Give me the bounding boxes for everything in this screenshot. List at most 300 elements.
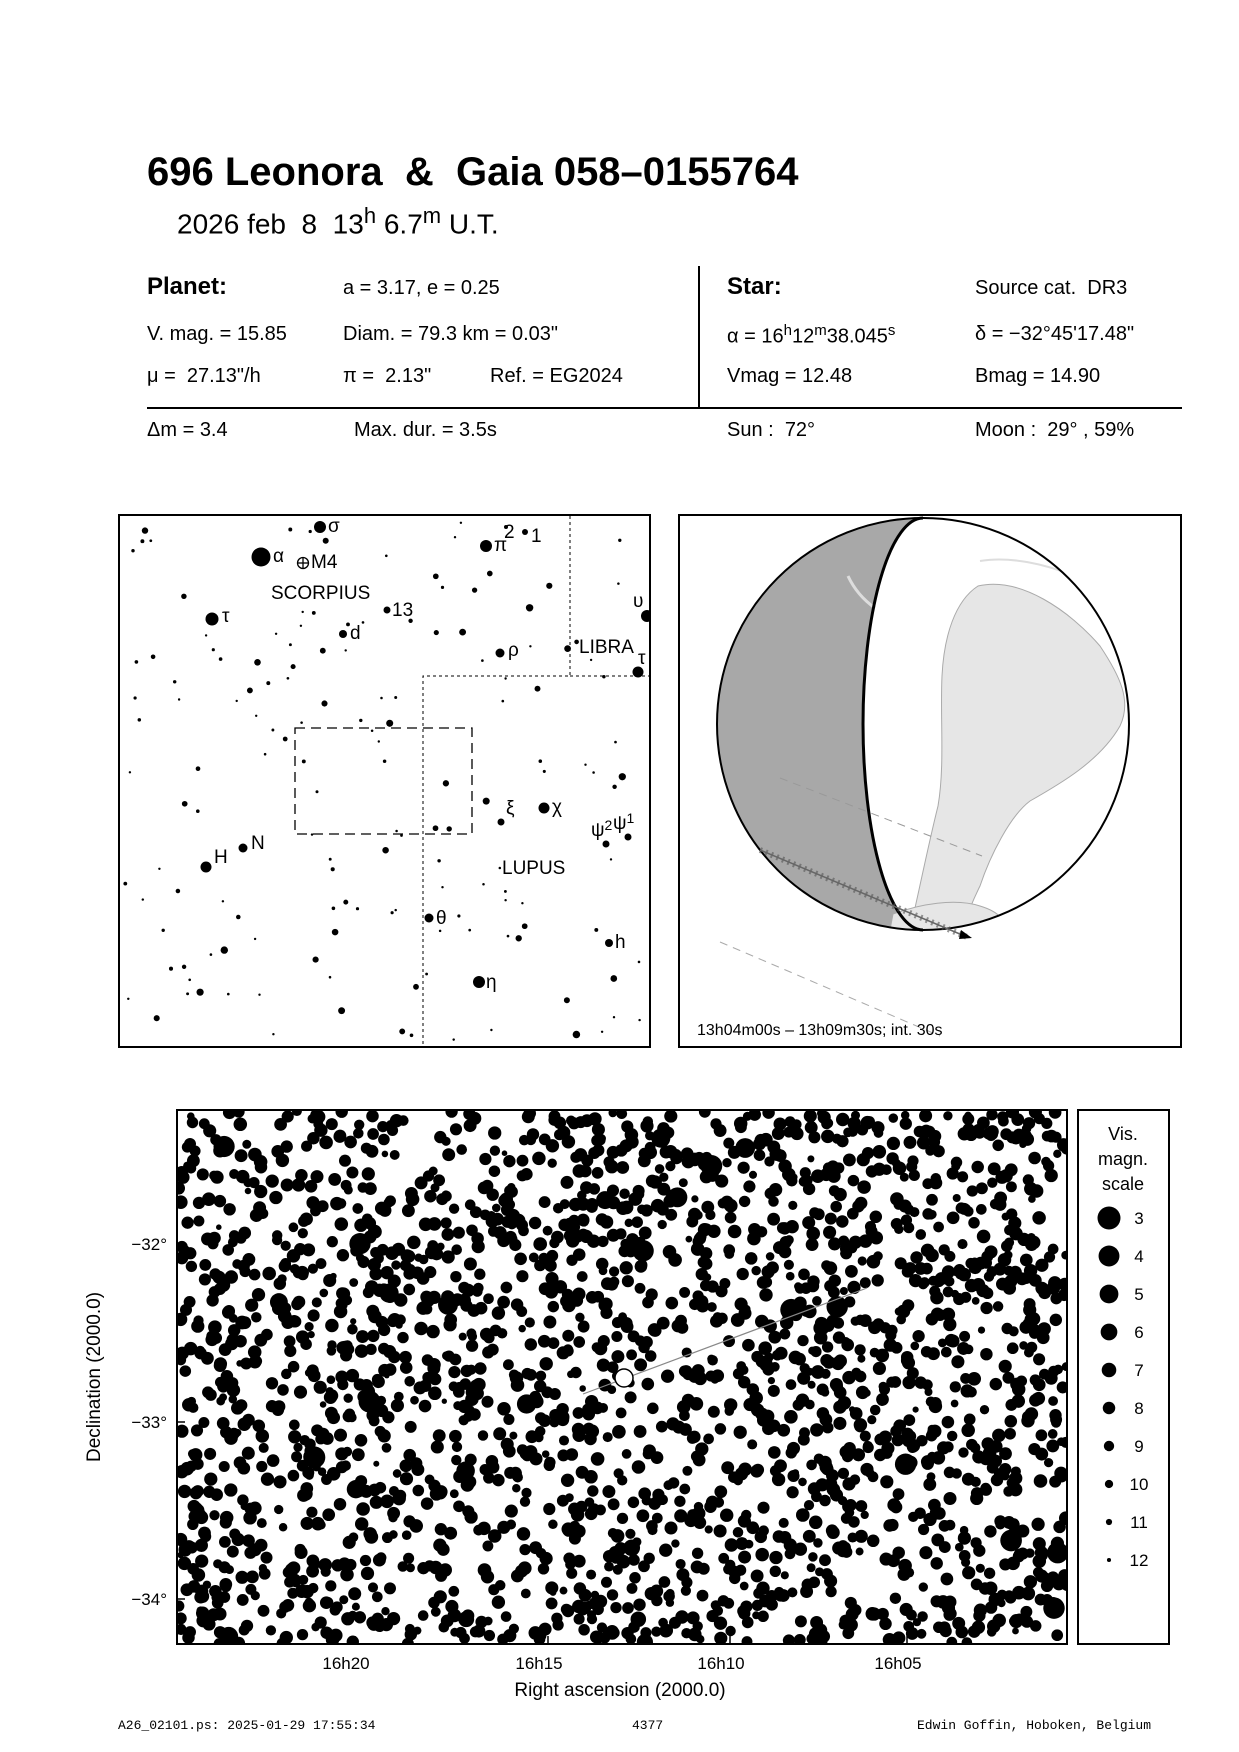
- chart-star: [873, 1251, 883, 1261]
- chart-star: [854, 1421, 866, 1433]
- chart-star: [514, 1252, 527, 1265]
- label-libra: LIBRA: [579, 637, 634, 658]
- chart-star: [681, 1147, 694, 1160]
- chart-star: [703, 1434, 714, 1445]
- label-m4: M4: [311, 552, 338, 573]
- chart-star: [955, 1543, 964, 1552]
- star-heading: Star:: [727, 273, 782, 300]
- chart-star: [819, 1554, 831, 1566]
- chart-star: [933, 1222, 944, 1233]
- chart-star: [505, 1505, 518, 1518]
- chart-star: [198, 1417, 209, 1428]
- chart-star: [814, 1331, 828, 1345]
- chart-star: [725, 1560, 735, 1570]
- chart-star: [693, 1621, 703, 1631]
- chart-star: [821, 1463, 834, 1476]
- chart-star: [592, 1167, 604, 1179]
- chart-star: [855, 1371, 867, 1383]
- chart-star: [566, 1116, 576, 1126]
- chart-star: [349, 1278, 358, 1287]
- legend-star-symbol: [1101, 1324, 1118, 1341]
- chart-star: [346, 1369, 359, 1382]
- finder-star: [499, 867, 502, 870]
- finder-star: [535, 686, 541, 692]
- chart-star: [385, 1120, 396, 1131]
- chart-star: [860, 1463, 873, 1476]
- detail-star-chart: [0, 1090, 1239, 1710]
- chart-star: [697, 1590, 709, 1602]
- chart-star: [1045, 1169, 1058, 1182]
- legend-magnitude-label: 4: [1134, 1247, 1144, 1266]
- chart-star: [959, 1550, 971, 1562]
- chart-star: [664, 1110, 677, 1123]
- chart-star: [665, 1297, 678, 1310]
- chart-star: [305, 1471, 314, 1480]
- chart-star: [270, 1293, 288, 1311]
- chart-star: [826, 1315, 839, 1328]
- chart-star: [1002, 1323, 1013, 1334]
- chart-star: [327, 1346, 337, 1356]
- finder-star: [457, 914, 460, 917]
- chart-star: [1018, 1129, 1031, 1142]
- chart-star: [448, 1366, 460, 1378]
- chart-star: [944, 1251, 955, 1262]
- chart-star: [619, 1188, 630, 1199]
- chart-star: [904, 1262, 916, 1274]
- chart-star: [766, 1261, 779, 1274]
- chart-star: [429, 1167, 438, 1176]
- chart-star: [629, 1572, 641, 1584]
- chart-star: [372, 1591, 383, 1602]
- chart-star: [368, 1258, 381, 1271]
- finder-star: [443, 780, 449, 786]
- chart-star: [843, 1153, 856, 1166]
- chart-star: [543, 1316, 556, 1329]
- chart-star: [181, 1217, 193, 1229]
- chart-star: [1053, 1365, 1063, 1375]
- chart-star: [251, 1312, 261, 1322]
- chart-star: [961, 1424, 975, 1438]
- chart-star: [1050, 1314, 1062, 1326]
- finder-star: [140, 539, 144, 543]
- chart-star: [928, 1276, 938, 1286]
- chart-star: [246, 1570, 259, 1583]
- chart-star: [327, 1411, 340, 1424]
- chart-star: [904, 1204, 915, 1215]
- chart-star: [689, 1299, 700, 1310]
- chart-star: [979, 1582, 991, 1594]
- chart-star: [993, 1301, 1004, 1312]
- chart-star: [647, 1402, 659, 1414]
- chart-star: [325, 1580, 336, 1591]
- chart-star: [331, 1559, 343, 1571]
- y-tick-label: −32°: [131, 1235, 167, 1254]
- chart-star: [441, 1614, 454, 1627]
- chart-star: [443, 1318, 456, 1331]
- chart-star: [617, 1475, 627, 1485]
- chart-star: [492, 1474, 504, 1486]
- legend-magnitude-label: 12: [1129, 1551, 1149, 1570]
- chart-star: [679, 1410, 690, 1421]
- chart-star: [742, 1636, 753, 1647]
- label-xi: ξ: [506, 798, 515, 819]
- chart-star: [627, 1583, 638, 1594]
- chart-star: [722, 1158, 731, 1167]
- chart-star: [303, 1451, 314, 1462]
- chart-star: [860, 1277, 871, 1288]
- chart-star: [427, 1358, 441, 1372]
- chart-star: [847, 1281, 860, 1294]
- chart-star: [880, 1553, 893, 1566]
- chart-star: [659, 1544, 672, 1557]
- chart-star: [338, 1341, 352, 1355]
- chart-star: [833, 1162, 844, 1173]
- chart-star: [360, 1555, 371, 1566]
- chart-star: [219, 1461, 230, 1472]
- chart-star: [297, 1629, 308, 1640]
- chart-star: [398, 1115, 409, 1126]
- chart-star: [768, 1385, 780, 1397]
- chart-star: [308, 1369, 321, 1382]
- chart-star: [946, 1637, 957, 1648]
- chart-star: [972, 1297, 980, 1305]
- chart-star: [577, 1214, 590, 1227]
- chart-star: [682, 1394, 695, 1407]
- chart-star: [1027, 1312, 1040, 1325]
- chart-star: [561, 1176, 574, 1189]
- chart-star: [980, 1302, 992, 1314]
- chart-star: [823, 1226, 836, 1239]
- chart-star: [752, 1611, 760, 1619]
- chart-star: [657, 1183, 670, 1196]
- chart-star: [700, 1280, 711, 1291]
- chart-star: [784, 1235, 793, 1244]
- chart-star: [943, 1111, 952, 1120]
- chart-star: [823, 1162, 834, 1173]
- chart-star: [438, 1295, 458, 1315]
- chart-star: [539, 1196, 551, 1208]
- legend-magnitude-label: 9: [1134, 1437, 1144, 1456]
- chart-star: [210, 1134, 221, 1145]
- chart-star: [774, 1149, 787, 1162]
- finder-star: [316, 790, 319, 793]
- chart-star: [1012, 1628, 1019, 1635]
- chart-star: [773, 1530, 786, 1543]
- chart-star: [214, 1195, 226, 1207]
- finder-star: [501, 700, 504, 703]
- chart-star: [280, 1631, 293, 1644]
- finder-star: [543, 770, 546, 773]
- finder-star: [468, 929, 471, 932]
- chart-star: [475, 1302, 488, 1315]
- chart-star: [481, 1570, 494, 1583]
- chart-star: [597, 1358, 610, 1371]
- chart-star: [820, 1354, 833, 1367]
- chart-star: [441, 1217, 452, 1228]
- chart-star: [254, 1185, 267, 1198]
- finder-star: [619, 773, 626, 780]
- chart-star: [631, 1216, 643, 1228]
- finder-star: [254, 938, 256, 940]
- chart-star: [900, 1118, 912, 1130]
- chart-star: [308, 1331, 315, 1338]
- chart-star: [529, 1217, 541, 1229]
- finder-star: [271, 729, 274, 732]
- chart-star: [692, 1548, 703, 1559]
- chart-star: [519, 1544, 530, 1555]
- chart-star: [242, 1414, 255, 1427]
- chart-star: [681, 1628, 691, 1638]
- chart-star: [235, 1399, 247, 1411]
- chart-star: [842, 1500, 855, 1513]
- finder-star: [154, 1015, 160, 1021]
- finder-star: [459, 629, 466, 636]
- earth-globe-svg: [680, 516, 1180, 1046]
- chart-star: [578, 1321, 590, 1333]
- chart-star: [813, 1538, 822, 1547]
- finder-star: [135, 660, 139, 664]
- chart-star: [395, 1491, 405, 1501]
- chart-star: [870, 1211, 883, 1224]
- chart-star: [273, 1400, 286, 1413]
- chart-star: [497, 1521, 510, 1534]
- chart-star: [543, 1226, 553, 1236]
- finder-star: [522, 923, 528, 929]
- chart-star: [305, 1322, 314, 1331]
- chart-star: [1005, 1487, 1012, 1494]
- chart-star: [361, 1567, 374, 1580]
- finder-star: [378, 740, 380, 742]
- chart-star: [906, 1161, 917, 1172]
- chart-star: [261, 1552, 273, 1564]
- chart-star: [1034, 1113, 1045, 1124]
- chart-star: [503, 1359, 514, 1370]
- chart-star: [694, 1211, 703, 1220]
- chart-star: [931, 1533, 944, 1546]
- finder-star: [196, 809, 200, 813]
- chart-star: [960, 1373, 971, 1384]
- chart-star: [610, 1602, 621, 1613]
- chart-star: [891, 1218, 903, 1230]
- chart-star: [886, 1325, 897, 1336]
- chart-star: [479, 1153, 491, 1165]
- planet-parallax: π = 2.13": [343, 365, 432, 387]
- chart-star: [372, 1613, 384, 1625]
- chart-star: [902, 1356, 915, 1369]
- finder-star: [504, 899, 506, 901]
- finder-star: [483, 798, 490, 805]
- chart-star: [395, 1321, 402, 1328]
- chart-star: [380, 1266, 393, 1279]
- chart-star: [553, 1116, 566, 1129]
- chart-star: [424, 1266, 436, 1278]
- chart-star: [635, 1335, 646, 1346]
- chart-star: [199, 1259, 211, 1271]
- chart-star: [838, 1396, 852, 1410]
- chart-star: [550, 1589, 557, 1596]
- chart-star: [876, 1349, 890, 1363]
- chart-star: [522, 1110, 535, 1123]
- chart-star: [666, 1598, 674, 1606]
- chart-star: [651, 1595, 662, 1606]
- chart-star: [364, 1217, 376, 1229]
- chart-star: [1054, 1523, 1063, 1532]
- chart-star: [798, 1269, 810, 1281]
- finder-star: [196, 766, 201, 771]
- finder-star: [338, 1007, 345, 1014]
- label-pi: π: [494, 535, 508, 556]
- chart-star: [997, 1599, 1005, 1607]
- finder-star: [610, 858, 612, 860]
- chart-star: [575, 1313, 584, 1322]
- chart-star: [384, 1582, 396, 1594]
- chart-star: [1023, 1117, 1035, 1129]
- chart-star: [887, 1137, 900, 1150]
- chart-star: [931, 1595, 943, 1607]
- finder-star: [129, 771, 131, 773]
- chart-star: [720, 1508, 733, 1521]
- chart-star: [1042, 1131, 1053, 1142]
- chart-star: [917, 1629, 927, 1639]
- chart-star: [933, 1145, 945, 1157]
- chart-star: [1031, 1518, 1044, 1531]
- chart-star: [633, 1185, 645, 1197]
- chart-star: [405, 1624, 415, 1634]
- chart-star: [335, 1105, 347, 1117]
- chart-star: [282, 1110, 294, 1122]
- legend-magnitude-label: 3: [1134, 1209, 1144, 1228]
- chart-star: [517, 1527, 530, 1540]
- chart-star: [912, 1330, 924, 1342]
- chart-star: [966, 1439, 977, 1450]
- chart-star: [242, 1253, 255, 1266]
- finder-star: [264, 753, 267, 756]
- chart-star: [442, 1148, 455, 1161]
- chart-star: [518, 1225, 529, 1236]
- chart-star: [856, 1548, 864, 1556]
- chart-star: [604, 1562, 614, 1572]
- chart-star: [1050, 1414, 1062, 1426]
- chart-star: [990, 1440, 1003, 1453]
- chart-star: [372, 1374, 383, 1385]
- chart-star: [737, 1268, 749, 1280]
- chart-star: [864, 1116, 875, 1127]
- chart-star: [1021, 1615, 1033, 1627]
- chart-star: [768, 1446, 781, 1459]
- planet-orbit: a = 3.17, e = 0.25: [343, 277, 500, 299]
- chart-star: [253, 1201, 266, 1214]
- chart-star: [656, 1421, 668, 1433]
- chart-star: [342, 1447, 352, 1457]
- chart-star: [219, 1578, 232, 1591]
- chart-star: [529, 1452, 542, 1465]
- finder-star: [434, 630, 439, 635]
- chart-star: [872, 1318, 884, 1330]
- chart-star: [1045, 1372, 1058, 1385]
- chart-star: [764, 1156, 774, 1166]
- chart-star: [1004, 1428, 1016, 1440]
- chart-star: [243, 1178, 252, 1187]
- chart-star: [335, 1217, 349, 1231]
- finder-star: [127, 998, 129, 1000]
- label-psi2: $\psi^2$: [591, 817, 613, 841]
- finder-star: [197, 989, 204, 996]
- chart-star: [1037, 1331, 1050, 1344]
- chart-star: [768, 1377, 775, 1384]
- chart-star: [482, 1541, 493, 1552]
- chart-star: [1023, 1174, 1034, 1185]
- chart-star: [615, 1228, 626, 1239]
- chart-star: [725, 1626, 735, 1636]
- chart-star: [733, 1368, 744, 1379]
- chart-star: [960, 1292, 971, 1303]
- chart-star: [876, 1393, 889, 1406]
- chart-star: [857, 1355, 865, 1363]
- legend-title-line1: Vis.: [1108, 1124, 1138, 1144]
- chart-star: [674, 1509, 687, 1522]
- chart-star: [891, 1342, 903, 1354]
- chart-star: [1016, 1375, 1027, 1386]
- chart-star: [606, 1627, 619, 1640]
- chart-star: [256, 1461, 267, 1472]
- chart-star: [1012, 1115, 1022, 1125]
- chart-star: [542, 1450, 550, 1458]
- chart-star: [1028, 1443, 1040, 1455]
- chart-star: [850, 1604, 862, 1616]
- chart-star: [947, 1431, 957, 1441]
- chart-star: [404, 1376, 415, 1387]
- label-theta: θ: [436, 908, 447, 929]
- chart-star: [790, 1127, 803, 1140]
- chart-star: [810, 1423, 823, 1436]
- chart-star: [652, 1133, 664, 1145]
- chart-star: [577, 1229, 589, 1241]
- finder-star: [301, 611, 303, 613]
- chart-star: [1009, 1227, 1023, 1241]
- chart-star: [483, 1293, 494, 1304]
- chart-star: [466, 1340, 478, 1352]
- chart-star: [696, 1635, 704, 1643]
- chart-star: [892, 1631, 905, 1644]
- chart-star: [277, 1384, 289, 1396]
- chart-star: [326, 1118, 338, 1130]
- label-13: 13: [392, 600, 414, 621]
- legend-star-symbol: [1098, 1207, 1121, 1230]
- chart-star: [918, 1524, 929, 1535]
- chart-star: [743, 1180, 755, 1192]
- finder-star: [186, 992, 189, 995]
- chart-star: [209, 1268, 221, 1280]
- chart-star: [288, 1470, 300, 1482]
- chart-star: [344, 1185, 353, 1194]
- chart-star: [352, 1603, 360, 1611]
- chart-star: [577, 1197, 590, 1210]
- chart-star: [848, 1516, 860, 1528]
- star-pi: [480, 540, 492, 552]
- chart-star: [261, 1473, 274, 1486]
- chart-star: [601, 1277, 614, 1290]
- finder-star: [173, 680, 176, 683]
- finder-chart-svg: [120, 516, 649, 1046]
- chart-star: [659, 1173, 668, 1182]
- finder-star: [399, 1028, 405, 1034]
- chart-star: [591, 1452, 605, 1466]
- chart-star: [256, 1429, 270, 1443]
- chart-star: [720, 1196, 733, 1209]
- chart-star: [546, 1139, 559, 1152]
- chart-star: [493, 1427, 506, 1440]
- chart-star: [262, 1267, 276, 1281]
